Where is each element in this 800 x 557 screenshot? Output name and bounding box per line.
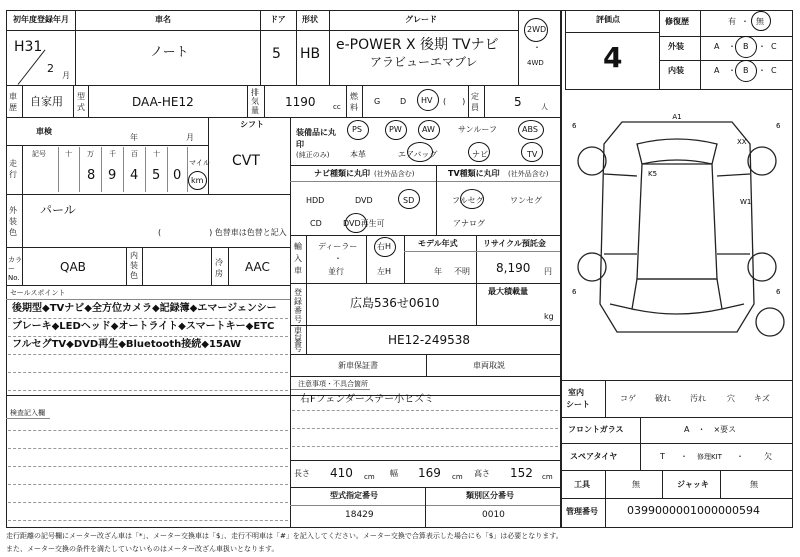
eval-score-label: 評価点 bbox=[596, 15, 620, 24]
tv-fullseg: フルセグ bbox=[452, 196, 484, 205]
sales-point-label: セールスポイント bbox=[10, 289, 66, 297]
odometer-digit-header: 万 bbox=[87, 150, 94, 158]
diagram-xx: XX bbox=[737, 138, 747, 146]
interior-b: B bbox=[743, 66, 749, 75]
navi-sd: SD bbox=[403, 196, 415, 205]
navi-dvd: DVD bbox=[355, 196, 373, 205]
car-name: ノート bbox=[150, 45, 189, 60]
length-value: 410 bbox=[330, 466, 353, 480]
type-no-label: 型式指定番号 bbox=[330, 491, 378, 500]
diagram-ac: K5 bbox=[648, 170, 658, 178]
spare-tire-label: スペアタイヤ bbox=[570, 452, 618, 461]
exterior-dot: ・ bbox=[728, 42, 736, 51]
footer-note: 走行距離の記号欄にメーター改ざん車は「*」、メーター交換車は「$」、走行不明車は「#」を記入してください。メーター交換で合算表示した場合にも「$」は必要となります。 bbox=[6, 532, 563, 540]
import-left-handle: 左H bbox=[377, 267, 392, 276]
km-label: km bbox=[191, 176, 204, 185]
length-label: 長さ bbox=[294, 469, 310, 478]
footer-note: また、メーター交換の条件を満たしていないものはメーター改ざん車扱いとなります。 bbox=[6, 545, 279, 553]
usage-value: 自家用 bbox=[30, 95, 63, 108]
first-reg-month-unit: 月 bbox=[62, 71, 70, 80]
inspection-month: 月 bbox=[186, 133, 194, 142]
import-parallel: 並行 bbox=[328, 267, 344, 276]
odometer-digit-header: 百 bbox=[131, 150, 138, 158]
length-unit: cm bbox=[364, 473, 375, 481]
windshield-value: A ・ ×要ス bbox=[684, 425, 737, 434]
seat-scratch: キズ bbox=[754, 394, 770, 403]
shape-header: 形状 bbox=[302, 15, 318, 24]
model-label: 型式 bbox=[77, 92, 85, 112]
height-label: 高さ bbox=[474, 469, 490, 478]
fuel-g: G bbox=[374, 97, 381, 106]
navi-type-title: ナビ種類に丸印 bbox=[314, 169, 370, 178]
shift-value: CVT bbox=[232, 153, 260, 169]
recycle-unit: 円 bbox=[544, 267, 552, 276]
capacity-label: 定員 bbox=[471, 92, 479, 112]
wheel-front-left-icon bbox=[578, 147, 606, 175]
interior-label: 内装 bbox=[668, 66, 684, 75]
category-no-label: 類別区分番号 bbox=[466, 491, 514, 500]
odometer-digit: 4 bbox=[130, 168, 139, 183]
equip-pw: PW bbox=[389, 125, 402, 134]
shift-label: シフト bbox=[240, 120, 264, 129]
first-reg-era: H31 bbox=[14, 39, 43, 55]
tv-type-title: TV種類に丸印 bbox=[448, 169, 500, 178]
odometer-digit-header: 十 bbox=[65, 150, 72, 158]
equip-abs: ABS bbox=[522, 125, 538, 134]
diagram-w1: W1 bbox=[740, 198, 752, 206]
interior-dot: ・ bbox=[758, 66, 766, 75]
model-year-unknown: 不明 bbox=[454, 267, 470, 276]
repair-history-label: 修復歴 bbox=[665, 17, 689, 26]
navi-dvd-play: DVD再生可 bbox=[343, 219, 385, 228]
max-load-unit: kg bbox=[544, 312, 554, 321]
wheel-front-right-icon bbox=[748, 147, 776, 175]
windshield-label: フロントガラス bbox=[568, 425, 624, 434]
category-no-value: 0010 bbox=[482, 510, 505, 520]
interior-a: A bbox=[714, 66, 720, 75]
management-no-value: 0399000001000000594 bbox=[627, 504, 760, 517]
new-car-warranty: 新車保証書 bbox=[338, 361, 378, 370]
seat-stain: 汚れ bbox=[690, 394, 706, 403]
repair-sep: ・ bbox=[741, 17, 749, 26]
equip-airbag: エアバッグ bbox=[398, 150, 438, 159]
capacity-unit: 人 bbox=[541, 103, 548, 111]
import-right-handle: 右H bbox=[377, 242, 392, 251]
grade-line1: e-POWER X 後期 TVナビ bbox=[336, 37, 499, 53]
exterior-a: A bbox=[714, 42, 720, 51]
displacement-unit: cc bbox=[333, 103, 341, 111]
car-damage-diagram bbox=[562, 104, 792, 374]
odometer-digit: 0 bbox=[173, 168, 182, 183]
diagram-six-rl: 6 bbox=[572, 288, 577, 296]
grade-line2: アラビューエマブレ bbox=[370, 55, 478, 69]
import-dealer: ディーラー bbox=[318, 242, 358, 251]
spare-none: 欠 bbox=[764, 452, 772, 461]
type-no-value: 18429 bbox=[345, 510, 374, 520]
first-reg-header: 初年度登録年月 bbox=[13, 15, 69, 24]
sales-line: フルセグTV◆DVD再生◆Bluetooth接続◆15AW bbox=[12, 339, 242, 350]
navi-hdd: HDD bbox=[306, 196, 325, 205]
repair-yes: 有 bbox=[728, 17, 736, 26]
fuel-label: 燃料 bbox=[350, 92, 358, 112]
spare-dot2: ・ bbox=[736, 452, 744, 461]
inspection-label: 車検 bbox=[36, 127, 52, 136]
jack-value: 無 bbox=[750, 480, 758, 489]
spare-dot: ・ bbox=[680, 452, 688, 461]
diagram-six-fr: 6 bbox=[776, 122, 781, 130]
chassis-label: 車台番号 bbox=[294, 326, 302, 353]
diagram-six-rr: 6 bbox=[776, 288, 781, 296]
equip-navi: ナビ bbox=[472, 150, 488, 159]
tv-type-sub: (社外品含む) bbox=[508, 170, 549, 178]
interior-seat-label: 室内 bbox=[568, 388, 584, 397]
seat-hole: 穴 bbox=[727, 394, 735, 403]
odometer-label: 走行 bbox=[9, 159, 17, 179]
diagram-six-fl: 6 bbox=[572, 122, 577, 130]
drive-4wd: 4WD bbox=[527, 59, 544, 67]
exterior-label: 外装 bbox=[668, 42, 684, 51]
color-change-note: ( ) 色替車は色替と記入 bbox=[158, 228, 287, 237]
equip-label: 装備品に丸印 bbox=[296, 128, 336, 149]
ac-label: 冷房 bbox=[215, 258, 223, 278]
ext-color-value: パール bbox=[40, 203, 76, 217]
ext-color-label: 外装色 bbox=[9, 206, 17, 237]
displacement-label: 排気量 bbox=[251, 88, 259, 115]
jack-label: ジャッキ bbox=[677, 480, 709, 489]
doors: 5 bbox=[272, 46, 281, 62]
reg-label: 登録番号 bbox=[294, 288, 302, 324]
recycle-value: 8,190 bbox=[496, 261, 531, 275]
sales-line: 後期型◆TVナビ◆全方位カメラ◆記録簿◆エマージェンシー bbox=[12, 303, 277, 314]
fuel-hv: HV bbox=[421, 96, 433, 105]
usage-label: 車歴 bbox=[9, 92, 17, 112]
interior-color-label: 内装色 bbox=[130, 251, 138, 280]
fuel-paren: ( ) bbox=[443, 97, 466, 106]
exterior-b: B bbox=[743, 42, 749, 51]
inspection-year: 年 bbox=[130, 133, 138, 142]
sales-line: ブレーキ◆LEDヘッド◆オートライト◆スマートキー◆ETC bbox=[12, 321, 275, 332]
odometer-digit-header: 十 bbox=[153, 150, 160, 158]
fuel-d: D bbox=[400, 97, 407, 106]
tv-oneseg: ワンセグ bbox=[510, 196, 542, 205]
import-label: 輸入車 bbox=[294, 242, 302, 275]
width-value: 169 bbox=[418, 466, 441, 480]
drive-2wd: 2WD bbox=[527, 25, 547, 34]
color-no-label: カラーNo. bbox=[8, 256, 22, 282]
exterior-c: C bbox=[771, 42, 777, 51]
tv-analog: アナログ bbox=[453, 219, 485, 228]
navi-cd: CD bbox=[310, 219, 322, 228]
door-header: ドア bbox=[270, 15, 286, 24]
exterior-dot: ・ bbox=[758, 42, 766, 51]
eval-score: 4 bbox=[603, 41, 623, 74]
color-no-value: QAB bbox=[60, 260, 86, 274]
odometer-digit: 9 bbox=[108, 168, 117, 183]
car-name-header: 車名 bbox=[155, 15, 171, 24]
navi-type-sub: (社外品含む) bbox=[374, 170, 415, 178]
first-reg-month: 2 bbox=[47, 62, 54, 75]
reg-value: 広島536せ0610 bbox=[350, 296, 440, 310]
odometer-digit: 8 bbox=[87, 168, 96, 183]
displacement: 1190 bbox=[285, 95, 316, 109]
odometer-code-label: 記号 bbox=[32, 150, 46, 158]
model-code: DAA-HE12 bbox=[132, 95, 194, 109]
interior-seat-label2: シート bbox=[566, 400, 590, 409]
odometer-digit: 5 bbox=[152, 168, 161, 183]
equip-ps: PS bbox=[352, 125, 362, 134]
notes-value: 右Fフェンダーステー小ヒズミ bbox=[300, 394, 435, 405]
equip-tv: TV bbox=[527, 150, 538, 159]
model-year-label: モデル年式 bbox=[418, 239, 458, 248]
grade-header: グレード bbox=[405, 15, 437, 24]
interior-c: C bbox=[771, 66, 777, 75]
spare-wheel-icon bbox=[756, 308, 784, 336]
equip-aw: AW bbox=[422, 125, 435, 134]
equip-sunroof: サンルーフ bbox=[458, 125, 497, 134]
spare-t: T bbox=[660, 452, 665, 461]
ac-value: AAC bbox=[245, 260, 270, 274]
seat-burn: コゲ bbox=[620, 394, 636, 403]
seat-tear: 破れ bbox=[655, 394, 671, 403]
max-load-label: 最大積載量 bbox=[488, 287, 528, 296]
body-shape: HB bbox=[300, 46, 321, 62]
diagram-a1: A1 bbox=[672, 113, 682, 121]
model-year-year: 年 bbox=[434, 267, 442, 276]
width-label: 幅 bbox=[390, 469, 398, 478]
equip-sub: (純正のみ) bbox=[296, 151, 330, 159]
height-unit: cm bbox=[542, 473, 553, 481]
spare-kit: 修理KIT bbox=[697, 453, 722, 461]
chassis-value: HE12-249538 bbox=[388, 333, 471, 347]
notes-label: 注意事項・不具合箇所 bbox=[298, 380, 368, 388]
drive-dot: ・ bbox=[533, 43, 541, 52]
width-unit: cm bbox=[452, 473, 463, 481]
recycle-label: リサイクル預託金 bbox=[483, 239, 546, 248]
import-dot: ・ bbox=[334, 254, 342, 263]
odometer-digit-header: 千 bbox=[109, 150, 116, 158]
interior-dot: ・ bbox=[728, 66, 736, 75]
tools-label: 工具 bbox=[574, 480, 590, 489]
capacity: 5 bbox=[514, 95, 522, 109]
vehicle-manual: 車両取説 bbox=[473, 361, 505, 370]
tools-value: 無 bbox=[632, 480, 640, 489]
height-value: 152 bbox=[510, 466, 533, 480]
inspection-notes-label: 検査記入欄 bbox=[10, 409, 45, 417]
repair-no: 無 bbox=[756, 17, 764, 26]
mile-label: マイル bbox=[189, 159, 210, 167]
equip-leather: 本革 bbox=[350, 150, 366, 159]
management-no-label: 管理番号 bbox=[566, 507, 598, 516]
